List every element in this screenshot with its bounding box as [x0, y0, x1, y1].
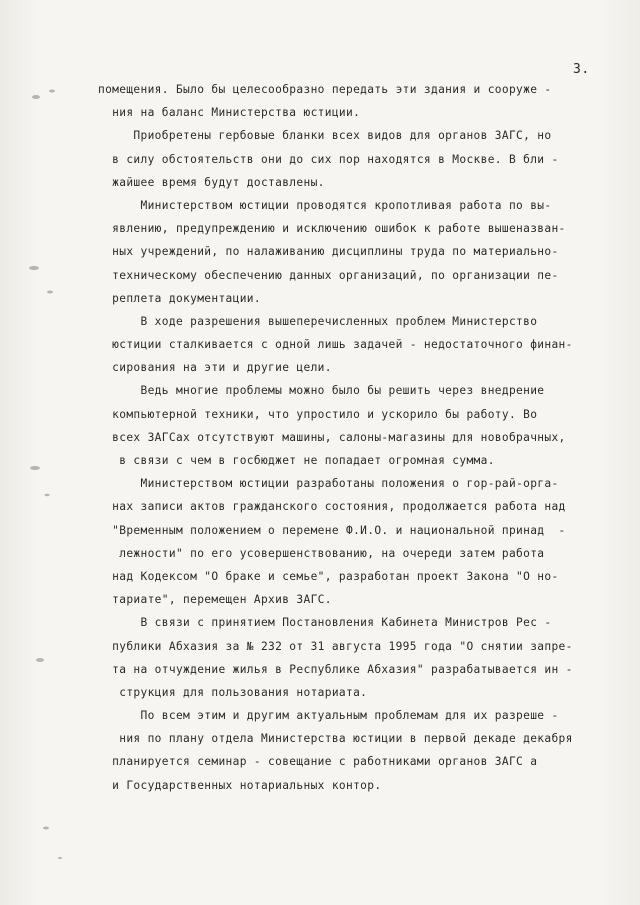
text-line: "Временным положением о перемене Ф.И.О. и национальной принад -: [98, 523, 566, 537]
text-line: нах записи актов гражданского состояния, продолжается работа над: [98, 500, 566, 514]
text-line: Министерством юстиции разработаны положения о гор-рай-орга-: [98, 477, 559, 491]
text-line: струкция для пользования нотариата.: [98, 685, 368, 699]
text-line: лежности" по его усовершенствованию, на очереди затем работа: [98, 546, 545, 560]
text-line: юстиции сталкивается с одной лишь задачей - недостаточного финан-: [98, 338, 573, 352]
text-line: всех ЗАГСах отсутствуют машины, салоны-магазины для новобрачных,: [98, 430, 566, 444]
text-line: в силу обстоятельств они до сих пор находятся в Москве. В бли -: [98, 152, 559, 166]
text-line: сирования на эти и другие цели.: [98, 361, 332, 375]
text-line: В ходе разрешения вышеперечисленных проблем Министерство: [98, 314, 538, 328]
text-line: над Кодексом "О браке и семье", разработан проект Закона "О но-: [98, 569, 559, 583]
text-line: ния на баланс Министерства юстиции.: [98, 106, 361, 120]
text-line: техническому обеспечению данных организаций, по организации пе-: [98, 268, 559, 282]
text-line: планируется семинар - совещание с работниками органов ЗАГС а: [98, 755, 538, 769]
page-number: 3.: [573, 62, 590, 77]
text-line: та на отчуждение жилья в Республике Абхазия" разрабатывается ин -: [98, 662, 573, 676]
text-line: Приобретены гербовые бланки всех видов для органов ЗАГС, но: [98, 129, 552, 143]
text-line: помещения. Было бы целесообразно передать эти здания и сооруже -: [98, 83, 552, 96]
text-line: В связи с принятием Постановления Кабинета Министров Рес -: [98, 616, 552, 630]
text-line: ния по плану отдела Министерства юстиции в первой декаде декабря: [98, 732, 573, 746]
text-line: в связи с чем в госбюджет не попадает огромная сумма.: [98, 454, 495, 467]
text-line: Министерством юстиции проводятся кропотливая работа по вы-: [98, 198, 552, 212]
text-line: Ведь многие проблемы можно было бы решить через внедрение: [98, 384, 545, 398]
text-line: явлению, предупреждению и исключению ошибок к работе вышеназван-: [98, 222, 566, 236]
text-line: реплета документации.: [98, 291, 261, 305]
text-line: тариате", перемещен Архив ЗАГС.: [98, 593, 332, 607]
text-line: и Государственных нотариальных контор.: [98, 778, 382, 792]
text-line: компьютерной техники, что упростило и ускорило бы работу. Во: [98, 407, 538, 421]
text-line: По всем этим и другим актуальным проблемам для их разреше -: [98, 709, 559, 723]
text-line: жайшее время будут доставлены.: [98, 175, 325, 189]
text-line: публики Абхазия за № 232 от 31 августа 1995 года "О снятии запре-: [98, 639, 573, 653]
text-line: ных учреждений, по налаживанию дисциплины труда по материально-: [98, 245, 559, 259]
document-body: [98, 78, 618, 797]
